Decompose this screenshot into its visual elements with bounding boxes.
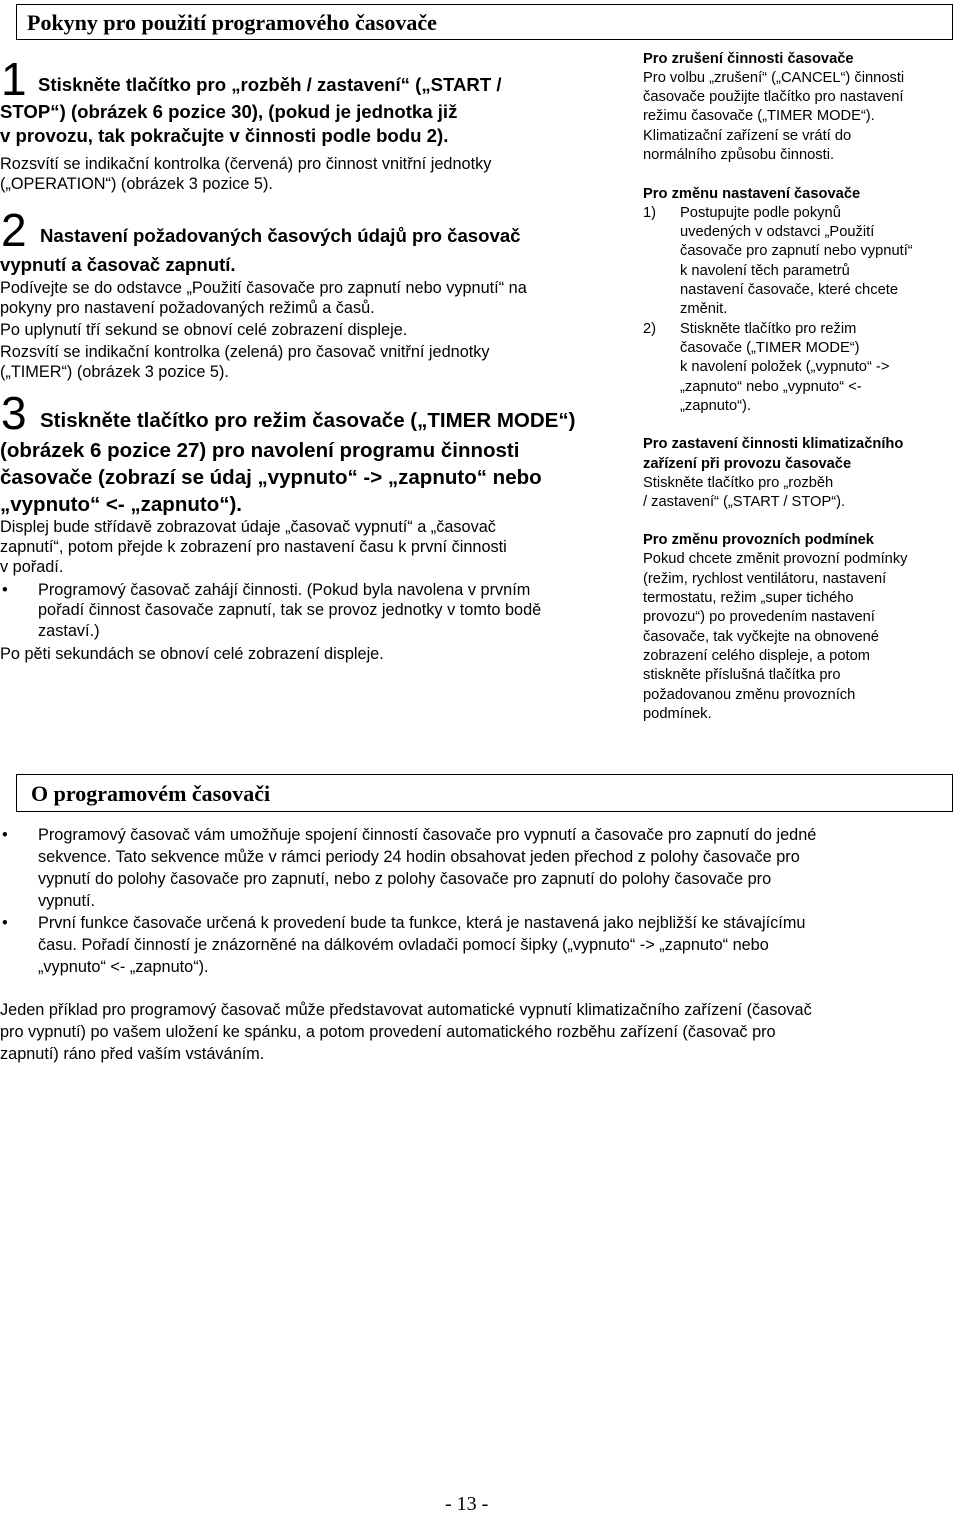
s2-b2a: První funkce časovače určená k provedení bude ta funkce, která je nastavená jako nejbližší ke stávajícímu	[38, 914, 806, 932]
step-3-heading-d: „vypnuto“ <- „zapnuto“).	[0, 493, 242, 516]
s2-p3: zapnutí) ráno před vaším vstáváním.	[0, 1045, 265, 1063]
change-i1-l6: změnit.	[680, 301, 728, 317]
step-2-p2: Po uplynutí tří sekund se obnoví celé zobrazení displeje.	[0, 321, 408, 339]
step-1-heading-line1: Stiskněte tlačítko pro „rozběh / zastavení“ („START /	[38, 74, 502, 95]
stop-title-b: zařízení při provozu časovače	[643, 456, 852, 472]
bullet-dot: •	[2, 914, 8, 932]
cancel-l2: časovače použijte tlačítko pro nastavení	[643, 89, 904, 105]
step-3-heading-c: časovače (zobrazí se údaj „vypnuto“ -> „zapnuto“ nebo	[0, 466, 542, 489]
step-3-heading-a: Stiskněte tlačítko pro režim časovače („TIMER MODE“)	[40, 409, 576, 432]
step-1	[0, 53, 615, 193]
conditions-l9: podmínek.	[643, 706, 712, 722]
conditions-l1: Pokud chcete změnit provozní podmínky	[643, 551, 908, 567]
change-i1-l1: Postupujte podle pokynů	[680, 205, 841, 221]
section-title: O programovém časovači	[31, 781, 271, 806]
change-i2-l1: Stiskněte tlačítko pro režim	[680, 321, 857, 337]
cancel-title: Pro zrušení činnosti časovače	[643, 51, 854, 67]
step-1-line2: („OPERATION“) (obrázek 3 pozice 5).	[0, 175, 273, 193]
step-3-bullet-a: Programový časovač zahájí činnosti. (Pokud byla navolena v prvním	[38, 581, 531, 599]
stop-l2: / zastavení“ („START / STOP“).	[643, 494, 846, 510]
s2-b2b: času. Pořadí činností je znázorněné na dálkovém ovladači pomocí šipky („vypnuto“ -> „zapnuto“ nebo	[38, 936, 769, 954]
change-i1-num: 1)	[643, 205, 657, 221]
step-2-number: 2	[1, 204, 27, 256]
conditions-l8: požadovanou změnu provozních	[643, 687, 856, 703]
step-3-p1b: zapnutí“, potom přejde k zobrazení pro nastavení času k první činnosti	[0, 538, 507, 556]
change-i1-l5: nastavení časovače, které chcete	[680, 282, 898, 298]
s2-p2: pro vypnutí) po vašem uložení ke spánku, a potom provedení automatického rozběhu zařízení (časovač pro	[0, 1023, 776, 1041]
bullet-dot: •	[2, 826, 8, 844]
page-number: - 13 -	[445, 1493, 489, 1515]
change-i1-l2: uvedených v odstavci „Použití	[680, 224, 875, 240]
step-3-p1a: Displej bude střídavě zobrazovat údaje „časovač vypnutí“ a „časovač	[0, 518, 496, 536]
step-3-p2: Po pěti sekundách se obnoví celé zobrazení displeje.	[0, 645, 384, 663]
step-2-p3a: Rozsvítí se indikační kontrolka (zelená) pro časovač vnitřní jednotky	[0, 343, 490, 361]
step-3-p1c: v pořadí.	[0, 558, 64, 576]
s2-p1: Jeden příklad pro programový časovač může představovat automatické vypnutí klimatizačního zařízení (časovač	[0, 1001, 812, 1019]
stop-l1: Stiskněte tlačítko pro „rozběh	[643, 475, 834, 491]
change-i2-l3: k navolení položek („vypnuto“ ->	[680, 359, 890, 375]
change-i2-l5: „zapnuto“).	[680, 398, 752, 414]
s2-b1d: vypnutí.	[38, 892, 96, 910]
bullet-dot: •	[2, 581, 8, 599]
change-i1-l4: k navolení těch parametrů	[680, 263, 850, 279]
conditions-l6: zobrazení celého displeje, a potom	[643, 648, 870, 664]
step-2-p1b: pokyny pro nastavení požadovaných režimů a časů.	[0, 299, 375, 317]
step-3-heading-b: (obrázek 6 pozice 27) pro navolení programu činnosti	[0, 439, 520, 462]
s2-b1c: vypnutí do polohy časovače pro zapnutí, nebo z polohy časovače pro zapnutí do polohy časovače pro	[38, 870, 772, 888]
change-i2-l4: „zapnuto“ nebo „vypnuto“ <-	[680, 379, 862, 395]
step-1-heading-rest: STOP“) (obrázek 6 pozice 30), (pokud je jednotka již v provozu, tak pokračujte v činnosti podle bodu 2).	[0, 101, 458, 146]
page-title-box	[16, 4, 953, 40]
left-column	[0, 53, 615, 663]
page-title: Pokyny pro použití programového časovače	[27, 10, 437, 35]
cancel-l5: normálního způsobu činnosti.	[643, 147, 835, 163]
step-3-bullet-c: zastaví.)	[38, 622, 100, 640]
section-title-box	[16, 774, 953, 812]
conditions-l5: časovače, tak vyčkejte na obnovené	[643, 629, 879, 645]
stop-title-a: Pro zastavení činnosti klimatizačního	[643, 436, 904, 452]
step-2-p1a: Podívejte se do odstavce „Použití časovače pro zapnutí nebo vypnutí“ na	[0, 279, 527, 297]
step-2-heading-b: vypnutí a časovač zapnutí.	[0, 254, 236, 275]
conditions-l3: termostatu, režim „super tichého	[643, 590, 854, 606]
s2-b1b: sekvence. Tato sekvence může v rámci periody 24 hodin obsahovat jeden přechod z polohy časovače pro	[38, 848, 800, 866]
change-i2-l2: časovače („TIMER MODE“)	[680, 340, 860, 356]
step-1-line1: Rozsvítí se indikační kontrolka (červená) pro činnost vnitřní jednotky	[0, 155, 492, 173]
change-i2-num: 2)	[643, 321, 657, 337]
s2-b1a: Programový časovač vám umožňuje spojení činností časovače pro vypnutí a časovače pro zapnutí do jedné	[38, 826, 817, 844]
cancel-l4: Klimatizační zařízení se vrátí do	[643, 128, 852, 144]
step-3-number: 3	[1, 387, 27, 439]
s2-b2c: „vypnuto“ <- „zapnuto“).	[38, 958, 209, 976]
step-1-number: 1	[1, 53, 27, 105]
conditions-l4: provozu“) po provedením nastavení	[643, 609, 875, 625]
conditions-l2: (režim, rychlost ventilátoru, nastavení	[643, 571, 887, 587]
cancel-l1: Pro volbu „zrušení“ („CANCEL“) činnosti	[643, 70, 905, 86]
step-3-bullet-b: pořadí činnost časovače zapnutí, tak se provoz jednotky v tomto bodě	[38, 601, 542, 619]
conditions-l7: stiskněte příslušná tlačítka pro	[643, 667, 841, 683]
cancel-l3: režimu časovače („TIMER MODE“).	[643, 108, 875, 124]
change-title: Pro změnu nastavení časovače	[643, 186, 861, 202]
step-2-heading-a: Nastavení požadovaných časových údajů pro časovač	[40, 225, 521, 246]
conditions-title: Pro změnu provozních podmínek	[643, 532, 874, 548]
step-2-p3b: („TIMER“) (obrázek 3 pozice 5).	[0, 363, 229, 381]
change-i1-l3: časovače pro zapnutí nebo vypnutí“	[680, 243, 913, 259]
